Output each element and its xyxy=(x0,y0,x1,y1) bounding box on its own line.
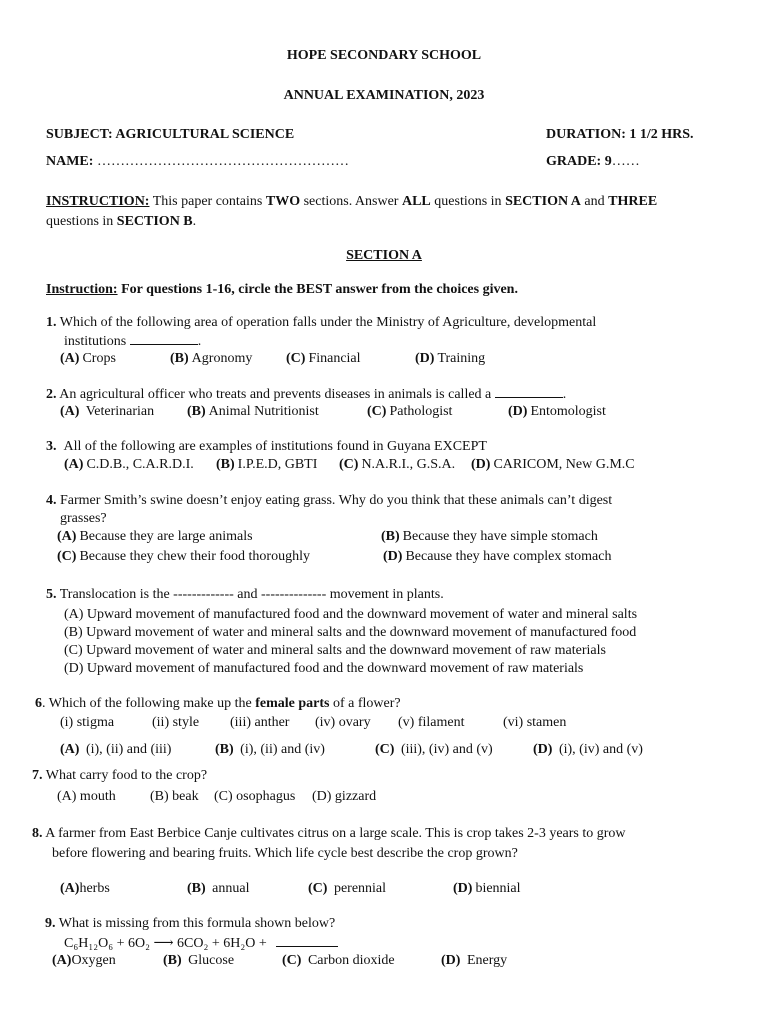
option-d[interactable] xyxy=(533,741,643,759)
question-text: Translocation is the ------------- and -------------- movement in plants. xyxy=(56,587,444,602)
option-c[interactable]: (C) Upward movement of water and mineral salts and the downward movement of raw materials xyxy=(64,643,606,658)
question-text: of a flower? xyxy=(329,696,401,711)
option-a[interactable] xyxy=(60,350,116,368)
option-letter: (C) xyxy=(57,549,77,564)
option-a[interactable]: (A) Upward movement of manufactured food and the downward movement of water and mineral salts xyxy=(64,607,638,622)
question-number: 5. xyxy=(46,587,57,602)
option-letter: (C) xyxy=(339,457,359,472)
option-b[interactable] xyxy=(187,880,250,898)
option-letter: (B) xyxy=(216,457,235,472)
option-b[interactable] xyxy=(163,952,234,970)
instruction-label: INSTRUCTION: xyxy=(46,194,150,209)
section-a-instruction-text: For questions 1-16, circle the BEST answer from the choices given. xyxy=(117,282,518,297)
question-1-line-2 xyxy=(64,332,201,351)
answer-blank xyxy=(276,934,338,947)
question-text: All of the following are examples of institutions found in Guyana EXCEPT xyxy=(63,439,487,454)
flower-part: (iii) anther xyxy=(230,715,290,730)
option-text: Veterinarian xyxy=(85,404,155,419)
question-number: 4. xyxy=(46,493,57,508)
option-d[interactable] xyxy=(453,880,521,898)
option-letter: (D) xyxy=(508,404,528,419)
option-text: (i), (ii) and (iv) xyxy=(240,742,325,757)
option-letter: (D) xyxy=(533,742,553,757)
option-text: Financial xyxy=(308,351,361,366)
option-a[interactable] xyxy=(60,880,110,898)
question-number: 1. xyxy=(46,315,57,330)
option-letter: (D) xyxy=(453,881,473,896)
option-d[interactable] xyxy=(508,403,606,421)
question-3 xyxy=(46,438,487,456)
instruction-line-2 xyxy=(46,213,196,231)
question-7 xyxy=(32,767,207,785)
name-label: NAME: xyxy=(46,154,94,169)
flower-part: (ii) style xyxy=(152,715,200,730)
option-text: (iii), (iv) and (v) xyxy=(400,742,493,757)
option-text: Because they are large animals xyxy=(79,529,253,544)
option-text: CARICOM, New G.M.C xyxy=(493,457,635,472)
option-text: Agronomy xyxy=(191,351,253,366)
question-text: . xyxy=(562,387,567,402)
option-c[interactable]: (C) osophagus xyxy=(214,789,296,804)
question-number: 2. xyxy=(46,387,57,402)
option-letter: (B) xyxy=(187,404,206,419)
grade-line xyxy=(546,153,640,171)
option-a[interactable] xyxy=(60,741,171,759)
option-c[interactable] xyxy=(57,548,310,566)
option-letter: (A) xyxy=(60,742,80,757)
option-letter: (D) xyxy=(441,953,461,968)
name-line xyxy=(46,153,349,171)
question-text: What is missing from this formula shown below? xyxy=(55,916,336,931)
question-1 xyxy=(46,314,596,332)
grade-dots: …… xyxy=(611,154,640,169)
question-text: . xyxy=(197,334,202,349)
instruction-text: and xyxy=(580,194,609,209)
answer-blank xyxy=(495,385,563,398)
option-text: Because they have simple stomach xyxy=(402,529,598,544)
question-number: 3. xyxy=(46,439,57,454)
formula-text: C₆H₁₂O₆ + 6O₂ ⟶ 6CO₂ + 6H₂O + xyxy=(64,936,267,951)
flower-part: (i) stigma xyxy=(60,715,115,730)
option-text: Training xyxy=(437,351,486,366)
instruction-bold: TWO xyxy=(265,194,301,209)
question-number: 9. xyxy=(45,916,56,931)
instruction-line-1 xyxy=(46,193,657,211)
option-text: perennial xyxy=(333,881,387,896)
instruction-text: questions in xyxy=(46,214,117,229)
question-bold: female parts xyxy=(255,696,330,711)
option-letter: (A) xyxy=(57,529,77,544)
option-letter: (B) xyxy=(381,529,400,544)
grade-label: GRADE: 9 xyxy=(546,154,612,169)
option-c[interactable] xyxy=(286,350,361,368)
question-9 xyxy=(45,915,335,933)
option-c[interactable] xyxy=(367,403,452,421)
option-c[interactable] xyxy=(308,880,386,898)
option-text: (i), (ii) and (iii) xyxy=(85,742,172,757)
question-6 xyxy=(35,695,401,713)
option-letter: (B) xyxy=(163,953,182,968)
question-8-line-2: before flowering and bearing fruits. Which life cycle best describe the crop grown? xyxy=(52,846,518,861)
option-text: Oxygen xyxy=(71,953,116,968)
option-text: Because they chew their food thoroughly xyxy=(79,549,310,564)
exam-title: ANNUAL EXAMINATION, 2023 xyxy=(283,88,485,103)
option-text: Pathologist xyxy=(389,404,453,419)
question-4-line-2: grasses? xyxy=(60,511,107,526)
option-b[interactable]: (B) beak xyxy=(150,789,199,804)
option-b[interactable] xyxy=(187,403,319,421)
option-d[interactable] xyxy=(415,350,485,368)
section-a-instruction xyxy=(46,281,518,299)
section-a-instruction-label: Instruction: xyxy=(46,282,118,297)
option-c[interactable] xyxy=(282,952,395,970)
instruction-bold: SECTION B xyxy=(116,214,193,229)
option-text: N.A.R.I., G.S.A. xyxy=(361,457,456,472)
school-name: HOPE SECONDARY SCHOOL xyxy=(286,48,482,63)
option-d[interactable] xyxy=(441,952,507,970)
photosynthesis-formula xyxy=(64,934,338,953)
option-letter: (B) xyxy=(170,351,189,366)
option-letter: (A) xyxy=(60,404,80,419)
option-letter: (A) xyxy=(64,457,84,472)
question-5 xyxy=(46,586,444,604)
name-dots: ……………………………………………… xyxy=(96,154,349,169)
option-c[interactable] xyxy=(339,456,455,474)
option-letter: (C) xyxy=(308,881,328,896)
option-d[interactable]: (D) Upward movement of manufactured food and the downward movement of raw materials xyxy=(64,661,584,676)
duration: DURATION: 1 1/2 HRS. xyxy=(546,127,694,142)
instruction-text: This paper contains xyxy=(149,194,266,209)
question-text: Which of the following area of operation falls under the Ministry of Agriculture, developmental xyxy=(56,315,597,330)
question-text: What carry food to the crop? xyxy=(42,768,208,783)
flower-part: (v) filament xyxy=(398,715,465,730)
option-d[interactable] xyxy=(383,548,611,566)
option-letter: (C) xyxy=(375,742,395,757)
question-number: 8. xyxy=(32,826,43,841)
option-a[interactable] xyxy=(57,528,253,546)
option-text: Crops xyxy=(82,351,116,366)
option-letter: (A) xyxy=(60,351,80,366)
option-d[interactable]: (D) gizzard xyxy=(312,789,377,804)
option-a[interactable] xyxy=(64,456,194,474)
option-c[interactable] xyxy=(375,741,493,759)
question-text: . Which of the following make up the xyxy=(42,696,256,711)
option-text: biennial xyxy=(475,881,521,896)
option-text: (i), (iv) and (v) xyxy=(558,742,643,757)
subject: SUBJECT: AGRICULTURAL SCIENCE xyxy=(46,127,295,142)
question-text: Farmer Smith’s swine doesn’t enjoy eating grass. Why do you think that these animals can’t digest xyxy=(56,493,613,508)
option-text: herbs xyxy=(79,881,110,896)
instruction-text: sections. Answer xyxy=(300,194,402,209)
question-number: 6 xyxy=(35,696,42,711)
question-text: institutions xyxy=(64,334,130,349)
question-text: A farmer from East Berbice Canje cultivates citrus on a large scale. This is crop takes 2-3 years to grow xyxy=(42,826,626,841)
instruction-text: . xyxy=(192,214,197,229)
question-text: An agricultural officer who treats and prevents diseases in animals is called a xyxy=(56,387,495,402)
option-text: Carbon dioxide xyxy=(307,953,395,968)
option-text: C.D.B., C.A.R.D.I. xyxy=(86,457,194,472)
option-letter: (A) xyxy=(52,953,72,968)
flower-part: (iv) ovary xyxy=(315,715,371,730)
option-d[interactable] xyxy=(471,456,635,474)
option-letter: (C) xyxy=(282,953,302,968)
instruction-bold: THREE xyxy=(608,194,658,209)
instruction-bold: ALL xyxy=(401,194,431,209)
option-b[interactable] xyxy=(170,350,252,368)
option-letter: (D) xyxy=(383,549,403,564)
option-a[interactable]: (A) mouth xyxy=(57,789,116,804)
question-2 xyxy=(46,385,566,404)
option-letter: (D) xyxy=(471,457,491,472)
option-letter: (B) xyxy=(215,742,234,757)
option-letter: (B) xyxy=(187,881,206,896)
option-text: I.P.E.D, GBTI xyxy=(237,457,318,472)
option-text: Animal Nutritionist xyxy=(208,404,319,419)
option-letter: (D) xyxy=(415,351,435,366)
option-text: Because they have complex stomach xyxy=(405,549,612,564)
instruction-bold: SECTION A xyxy=(505,194,581,209)
option-letter: (C) xyxy=(286,351,306,366)
question-8 xyxy=(32,825,626,843)
section-a-title: SECTION A xyxy=(346,248,422,263)
option-text: Glucose xyxy=(188,953,235,968)
option-b[interactable] xyxy=(215,741,325,759)
option-b[interactable]: (B) Upward movement of water and mineral salts and the downward movement of manufactured food xyxy=(64,625,637,640)
option-a[interactable] xyxy=(60,403,154,421)
question-number: 7. xyxy=(32,768,43,783)
option-b[interactable] xyxy=(381,528,598,546)
option-b[interactable] xyxy=(216,456,317,474)
option-text: Entomologist xyxy=(530,404,606,419)
instruction-text: questions in xyxy=(430,194,506,209)
question-4 xyxy=(46,492,612,510)
option-text: Energy xyxy=(466,953,508,968)
answer-blank xyxy=(130,332,198,345)
option-letter: (A) xyxy=(60,881,80,896)
flower-part: (vi) stamen xyxy=(503,715,567,730)
option-letter: (C) xyxy=(367,404,387,419)
option-text: annual xyxy=(212,881,250,896)
option-a[interactable] xyxy=(52,952,116,970)
